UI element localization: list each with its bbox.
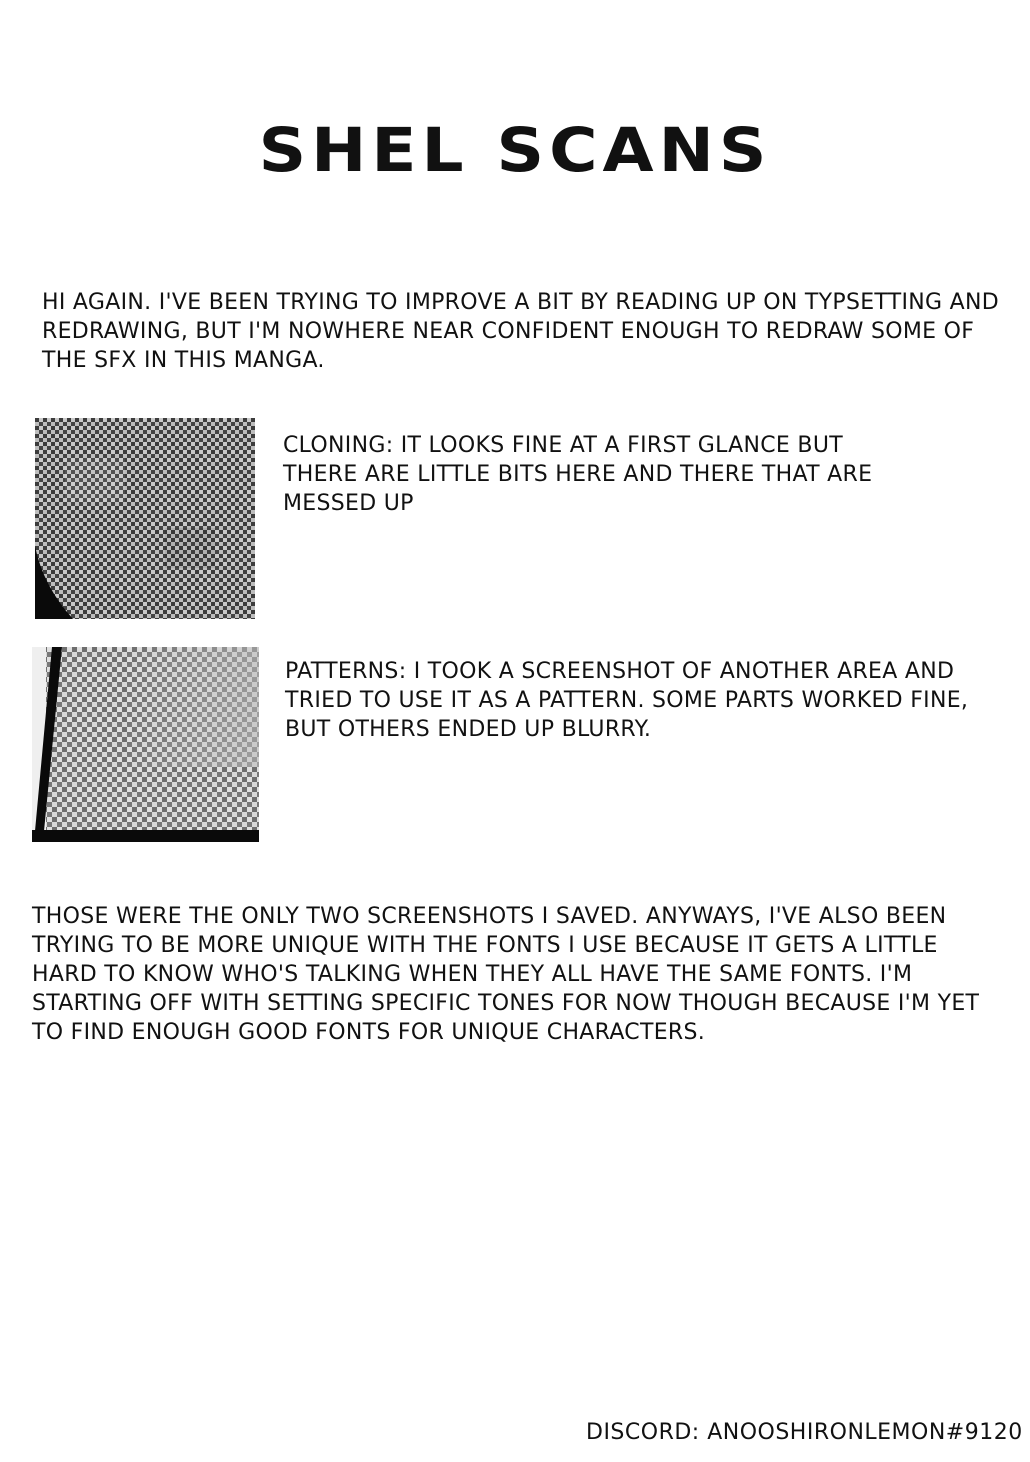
cloning-screenshot bbox=[35, 418, 255, 619]
intro-paragraph: HI AGAIN. I'VE BEEN TRYING TO IMPROVE A BIT BY READING UP ON TYPSETTING AND REDRAWING, BUT I'M NOWHERE NEAR CONFIDENT ENOUGH TO REDRAW SOME OF THE SFX IN THIS MANGA. bbox=[42, 290, 1000, 373]
cloning-caption: CLONING: IT LOOKS FINE AT A FIRST GLANCE BUT THERE ARE LITTLE BITS HERE AND THERE THAT ARE MESSED UP bbox=[283, 433, 873, 516]
patterns-screenshot bbox=[32, 647, 259, 842]
outro-paragraph: THOSE WERE THE ONLY TWO SCREENSHOTS I SAVED. ANYWAYS, I'VE ALSO BEEN TRYING TO BE MORE UNIQUE WITH THE FONTS I USE BECAUSE IT GETS A LITTLE HARD TO KNOW WHO'S TALKING WHEN THEY ALL HAVE THE SAME FONTS. I'M STARTING OFF WITH SETTING SPECIFIC TONES FOR NOW THOUGH BECAUSE I'M YET TO FIND ENOUGH GOOD FONTS FOR UNIQUE CHARACTERS. bbox=[32, 904, 980, 1045]
patterns-caption: PATTERNS: I TOOK A SCREENSHOT OF ANOTHER AREA AND TRIED TO USE IT AS A PATTERN. SOME PARTS WORKED FINE, BUT OTHERS ENDED UP BLURRY. bbox=[285, 659, 969, 742]
page-title: SHEL SCANS bbox=[258, 115, 772, 186]
discord-contact: DISCORD: ANOOSHIRONLEMON#9120 bbox=[586, 1420, 1023, 1445]
